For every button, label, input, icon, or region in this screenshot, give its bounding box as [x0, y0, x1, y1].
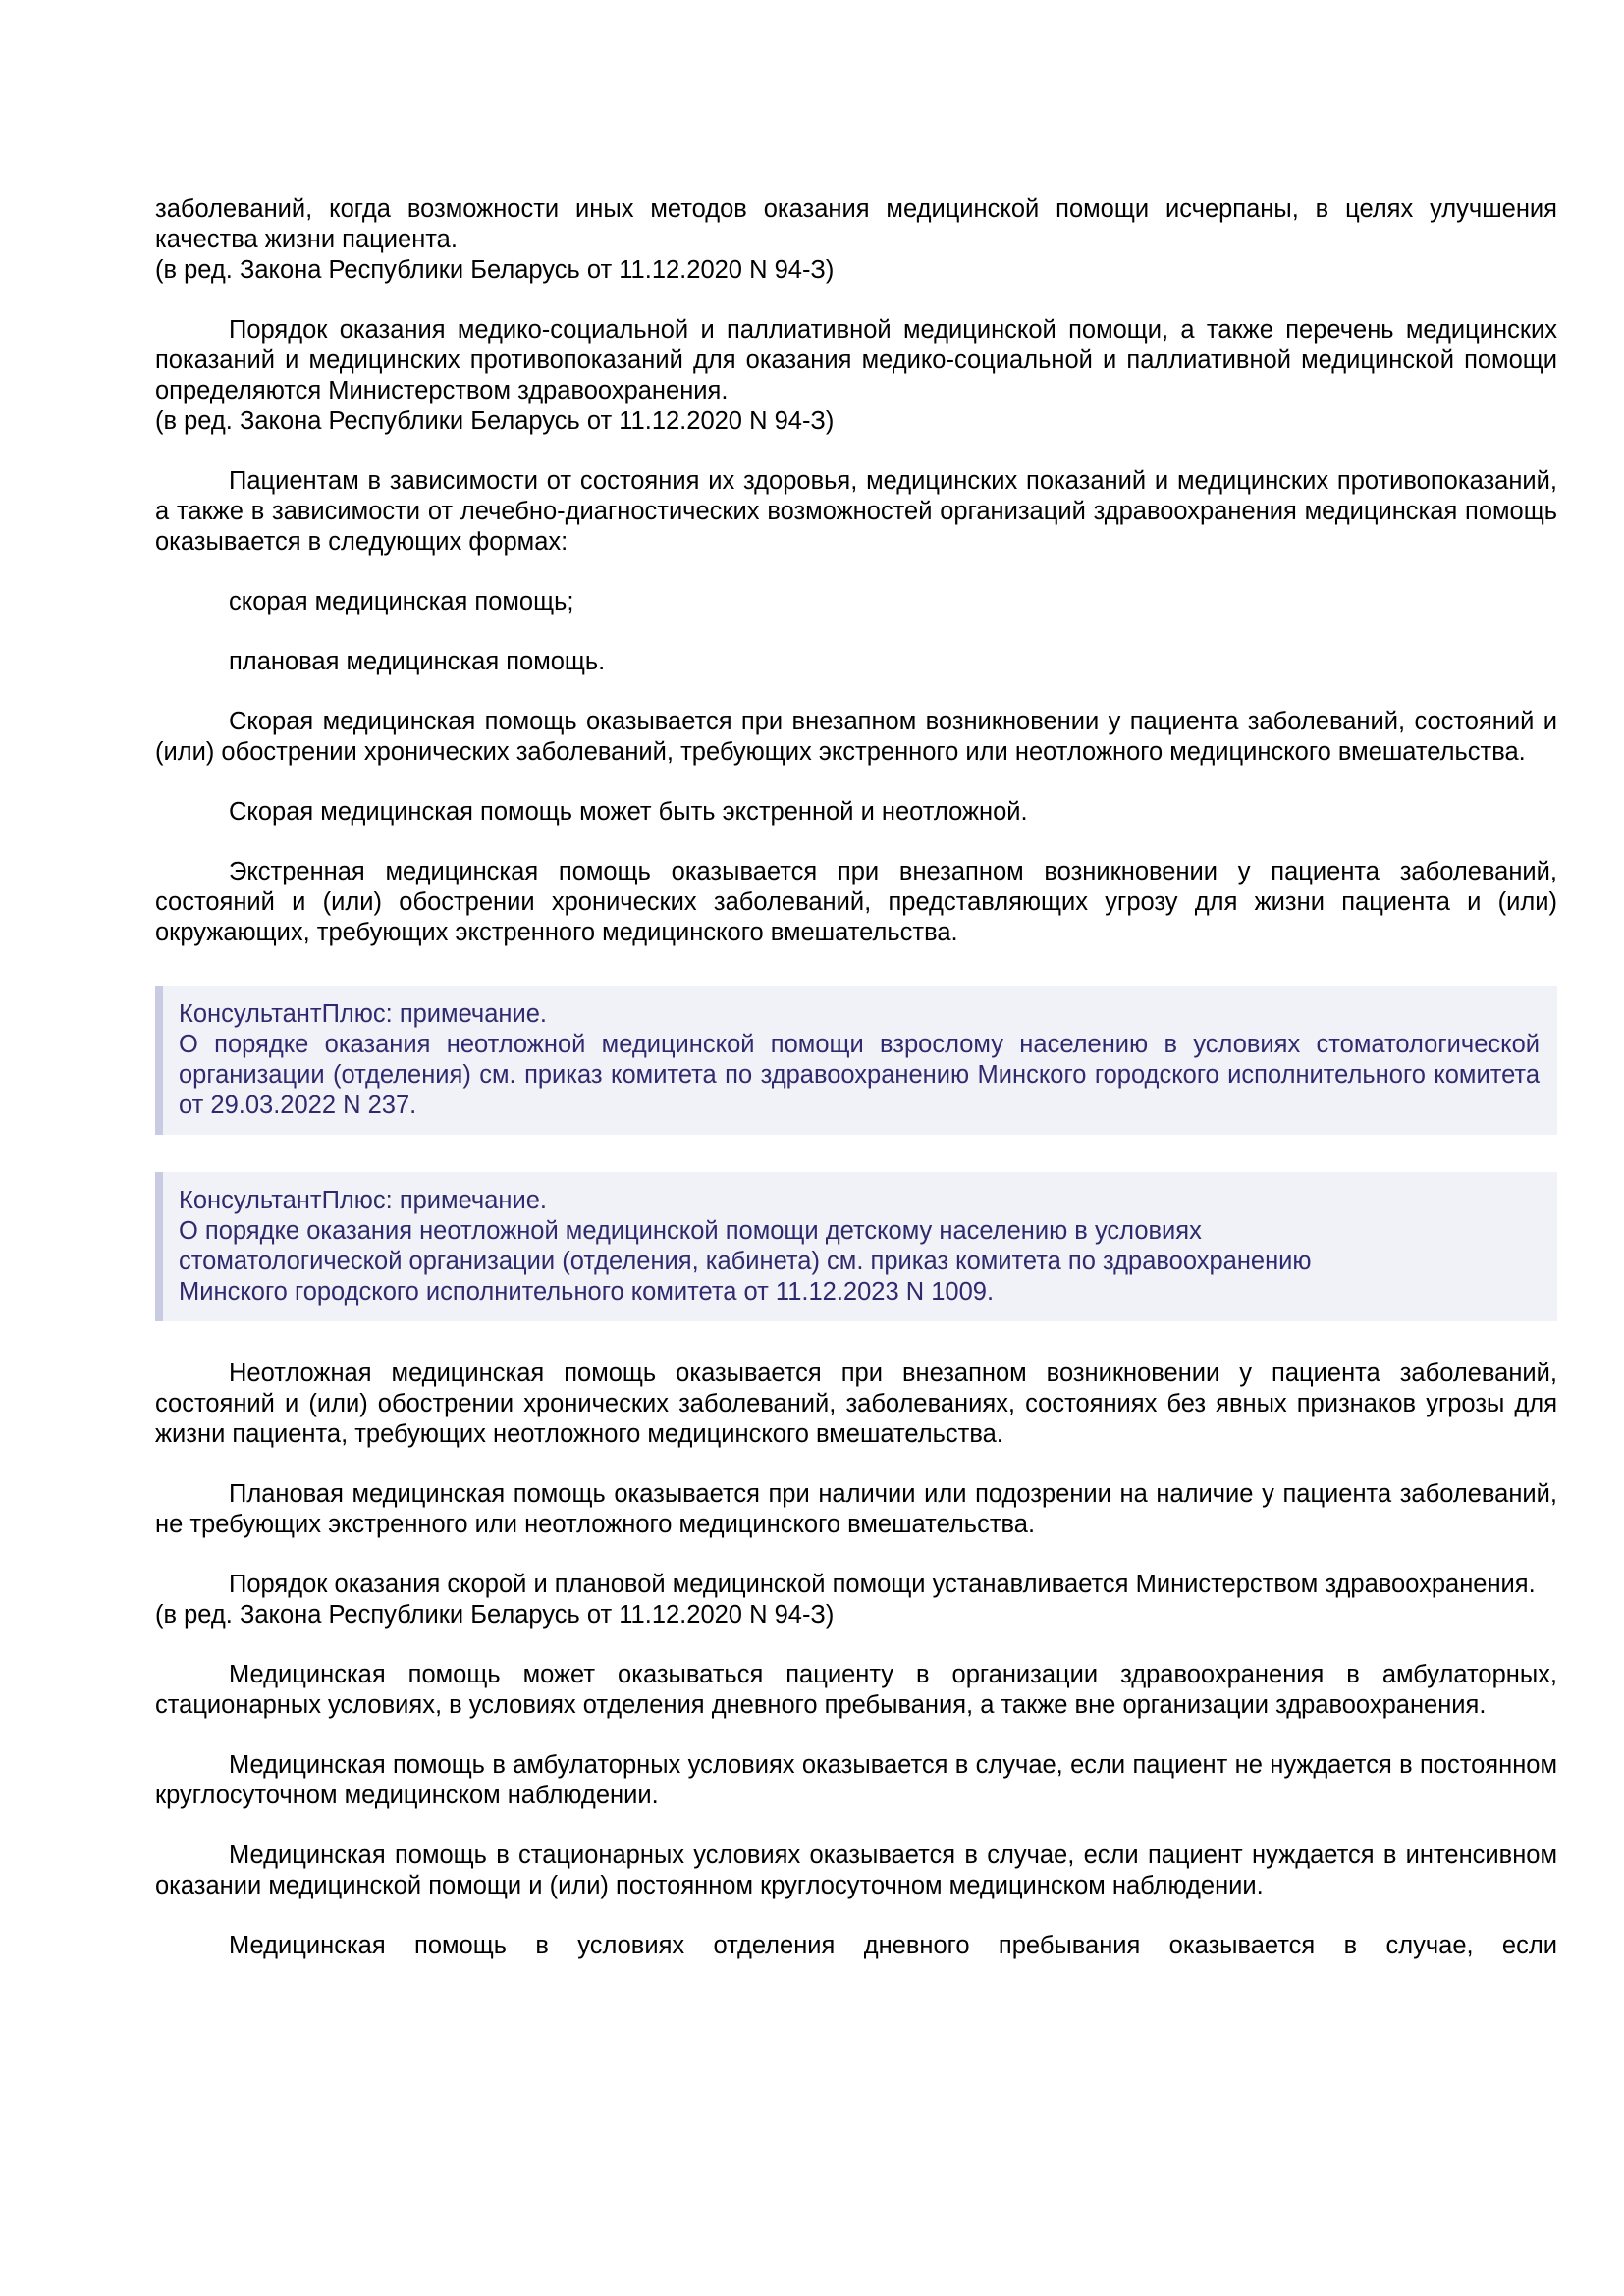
- paragraph: Медицинская помощь может оказываться пациенту в организации здравоохранения в амбулаторных, стационарных условиях, в условиях отделения дневного пребывания, а также вне организации здравоохранения.: [155, 1661, 1557, 1719]
- amendment-reference: (в ред. Закона Республики Беларусь от 11.12.2020 N 94-З): [155, 256, 835, 284]
- paragraph: Экстренная медицинская помощь оказывается при внезапном возникновении у пациента заболеваний, состояний и (или) обострении хронических заболеваний, представляющих угрозу для жизни пациента и (или) окружающих, требующих экстренного медицинского вмешательства.: [155, 858, 1557, 946]
- paragraph: Неотложная медицинская помощь оказывается при внезапном возникновении у пациента заболеваний, состояний и (или) обострении хронических заболеваний, заболеваниях, состояниях без явных признаков угрозы для жизни пациента, требующих неотложного медицинского вмешательства.: [155, 1360, 1557, 1448]
- note-text: О порядке оказания неотложной медицинской помощи взрослому населению в условиях стоматологической организации (отделения) см. приказ комитета по здравоохранению Минского городского исполнительного комитета от 29.03.2022 N 237.: [179, 1031, 1540, 1119]
- list-item: плановая медицинская помощь.: [229, 648, 606, 675]
- amendment-reference: (в ред. Закона Республики Беларусь от 11.12.2020 N 94-З): [155, 407, 835, 435]
- paragraph: Медицинская помощь в стационарных условиях оказывается в случае, если пациент нуждается в интенсивном оказании медицинской помощи и (или) постоянном круглосуточном медицинском наблюдении.: [155, 1842, 1557, 1899]
- note-text-line: Минского городского исполнительного комитета от 11.12.2023 N 1009.: [179, 1278, 995, 1306]
- paragraph: Скорая медицинская помощь может быть экстренной и неотложной.: [229, 798, 1028, 826]
- note-title: КонсультантПлюс: примечание.: [179, 1000, 547, 1028]
- note-title: КонсультантПлюс: примечание.: [179, 1187, 547, 1214]
- note-text-line: О порядке оказания неотложной медицинской помощи детскому населению в условиях: [179, 1217, 1202, 1245]
- amendment-reference: (в ред. Закона Республики Беларусь от 11.12.2020 N 94-З): [155, 1601, 835, 1629]
- consultant-note: [155, 986, 1557, 1135]
- consultant-note: [155, 1172, 1557, 1321]
- paragraph: заболеваний, когда возможности иных методов оказания медицинской помощи исчерпаны, в целях улучшения качества жизни пациента.: [155, 195, 1557, 253]
- paragraph: Пациентам в зависимости от состояния их здоровья, медицинских показаний и медицинских противопоказаний, а также в зависимости от лечебно-диагностических возможностей организаций здравоохранения медицинская помощь оказывается в следующих формах:: [155, 467, 1557, 556]
- paragraph: Плановая медицинская помощь оказывается при наличии или подозрении на наличие у пациента заболеваний, не требующих экстренного или неотложного медицинского вмешательства.: [155, 1480, 1557, 1538]
- paragraph: Скорая медицинская помощь оказывается при внезапном возникновении у пациента заболеваний, состояний и (или) обострении хронических заболеваний, требующих экстренного или неотложного медицинского вмешательства.: [155, 708, 1557, 766]
- document-page: [155, 194, 1557, 1961]
- paragraph: Порядок оказания медико-социальной и паллиативной медицинской помощи, а также перечень медицинских показаний и медицинских противопоказаний для оказания медико-социальной и паллиативной медицинской помощи определяются Министерством здравоохранения.: [155, 316, 1557, 404]
- paragraph: Медицинская помощь в амбулаторных условиях оказывается в случае, если пациент не нуждается в постоянном круглосуточном медицинском наблюдении.: [155, 1751, 1557, 1809]
- paragraph: Медицинская помощь в условиях отделения дневного пребывания оказывается в случае, если: [229, 1932, 1557, 1959]
- paragraph: Порядок оказания скорой и плановой медицинской помощи устанавливается Министерством здравоохранения.: [229, 1571, 1536, 1598]
- list-item: скорая медицинская помощь;: [229, 588, 574, 615]
- note-text-line: стоматологической организации (отделения, кабинета) см. приказ комитета по здравоохранению: [179, 1248, 1312, 1275]
